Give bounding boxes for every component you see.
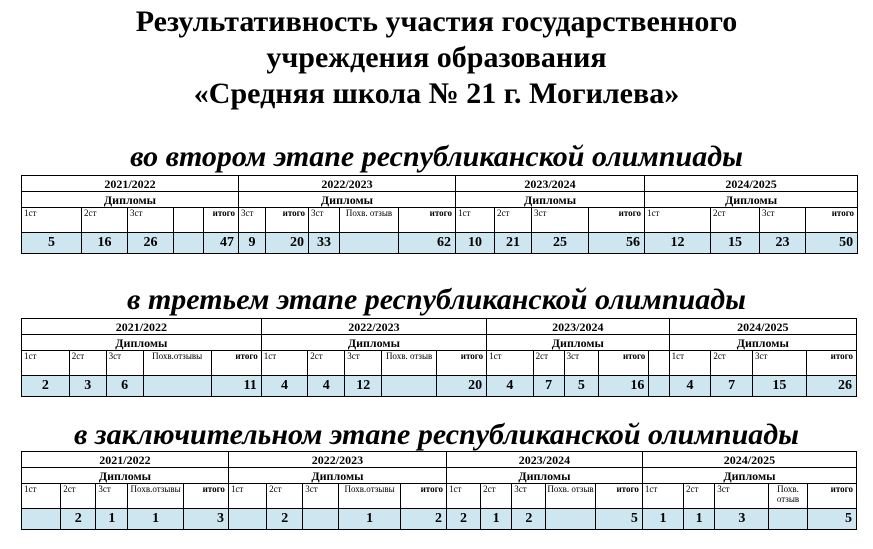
degree-column-header: 2ст bbox=[495, 208, 532, 233]
degree-column-header: 1ст bbox=[228, 484, 266, 509]
value-cell: 7 bbox=[533, 376, 564, 397]
degree-column-header: 2ст bbox=[82, 208, 128, 233]
value-cell: 26 bbox=[128, 233, 174, 254]
value-cell: 1 bbox=[481, 509, 512, 530]
degree-column-header: 3ст bbox=[106, 351, 143, 376]
values-row bbox=[22, 233, 858, 254]
year-header: 2023/2024 bbox=[487, 319, 669, 335]
diplomas-header: Дипломы bbox=[22, 468, 229, 484]
degree-column-header: 2ст bbox=[267, 484, 303, 509]
value-cell: 1 bbox=[339, 509, 400, 530]
total-value-cell: 5 bbox=[595, 509, 642, 530]
year-header: 2023/2024 bbox=[456, 176, 645, 192]
values-row bbox=[22, 376, 857, 397]
value-cell: 21 bbox=[495, 233, 532, 254]
total-column-header: итого bbox=[400, 484, 446, 509]
degree-column-header: 3ст bbox=[753, 351, 807, 376]
year-header: 2021/2022 bbox=[22, 176, 239, 192]
total-value-cell: 47 bbox=[204, 233, 239, 254]
value-cell: 1 bbox=[128, 509, 183, 530]
year-row bbox=[22, 319, 857, 335]
section-heading-stage-3: в третьем этапе республиканской олимпиады bbox=[127, 283, 746, 316]
degree-column-header: Похв. отзыв bbox=[769, 484, 807, 509]
value-cell bbox=[382, 376, 437, 397]
diplomas-header: Дипломы bbox=[228, 468, 446, 484]
degree-column-header: 2ст bbox=[711, 208, 760, 233]
degree-column-header: 1ст bbox=[487, 351, 534, 376]
title-line-2: учреждения образования bbox=[266, 41, 607, 74]
diplomas-header: Дипломы bbox=[487, 335, 669, 351]
total-column-header: итого bbox=[183, 484, 228, 509]
degree-column-header: Похв.отзывы bbox=[143, 351, 211, 376]
value-cell bbox=[143, 376, 211, 397]
value-cell: 12 bbox=[645, 233, 711, 254]
total-value-cell: 20 bbox=[437, 376, 487, 397]
total-value-cell: 11 bbox=[211, 376, 261, 397]
degree-column-header: 3ст bbox=[715, 484, 769, 509]
diplomas-header: Дипломы bbox=[456, 192, 645, 208]
year-row bbox=[22, 176, 858, 192]
total-value-cell: 62 bbox=[399, 233, 456, 254]
degree-column-header: 1ст bbox=[642, 484, 683, 509]
value-cell: 6 bbox=[106, 376, 143, 397]
value-cell bbox=[174, 233, 204, 254]
value-cell bbox=[769, 509, 807, 530]
values-row bbox=[22, 509, 857, 530]
value-cell: 7 bbox=[711, 376, 753, 397]
column-header-row bbox=[22, 351, 857, 376]
year-header: 2022/2023 bbox=[261, 319, 486, 335]
year-header: 2024/2025 bbox=[642, 452, 856, 468]
total-column-header: итого bbox=[266, 208, 309, 233]
value-cell: 2 bbox=[22, 376, 70, 397]
degree-column-header: 2ст bbox=[533, 351, 564, 376]
degree-column-header: 1ст bbox=[456, 208, 495, 233]
degree-column-header: 1ст bbox=[645, 208, 711, 233]
total-value-cell: 26 bbox=[806, 376, 856, 397]
degree-column-header: 1ст bbox=[446, 484, 480, 509]
diplomas-header: Дипломы bbox=[446, 468, 642, 484]
degree-column-header: Похв. отзыв bbox=[340, 208, 399, 233]
degree-column-header: Похв.отзывы bbox=[339, 484, 400, 509]
value-cell: 2 bbox=[267, 509, 303, 530]
results-table-stage-3 bbox=[21, 318, 857, 397]
degree-column-header: 1ст bbox=[22, 484, 61, 509]
diplomas-header: Дипломы bbox=[22, 192, 239, 208]
value-cell: 5 bbox=[22, 233, 82, 254]
olympiad-table bbox=[21, 175, 858, 254]
total-column-header: итого bbox=[806, 208, 858, 233]
value-cell: 4 bbox=[261, 376, 308, 397]
degree-column-header: 1ст bbox=[22, 351, 70, 376]
year-header: 2021/2022 bbox=[22, 452, 229, 468]
degree-column-header: Похв. отзыв bbox=[546, 484, 595, 509]
value-cell: 2 bbox=[61, 509, 96, 530]
value-cell: 10 bbox=[456, 233, 495, 254]
value-cell: 15 bbox=[753, 376, 807, 397]
diplomas-row bbox=[22, 192, 858, 208]
value-cell: 9 bbox=[239, 233, 266, 254]
degree-column-header: 3ст bbox=[512, 484, 546, 509]
diplomas-row bbox=[22, 468, 857, 484]
degree-column-header: 3ст bbox=[532, 208, 589, 233]
column-header-row bbox=[22, 484, 857, 509]
year-header: 2024/2025 bbox=[645, 176, 858, 192]
diplomas-header: Дипломы bbox=[239, 192, 456, 208]
degree-column-header: Похв. отзыв bbox=[382, 351, 437, 376]
degree-column-header: 2ст bbox=[711, 351, 753, 376]
section-heading-stage-2: во втором этапе республиканской олимпиады bbox=[130, 140, 743, 173]
diplomas-header: Дипломы bbox=[669, 335, 856, 351]
value-cell: 3 bbox=[69, 376, 106, 397]
title-line-3: «Средняя школа № 21 г. Могилева» bbox=[193, 77, 680, 110]
value-cell bbox=[303, 509, 339, 530]
value-cell bbox=[649, 376, 669, 397]
total-column-header: итого bbox=[599, 351, 649, 376]
value-cell bbox=[340, 233, 399, 254]
value-cell: 33 bbox=[309, 233, 340, 254]
degree-column-header: 2ст bbox=[308, 351, 345, 376]
total-value-cell: 3 bbox=[183, 509, 228, 530]
total-column-header: итого bbox=[595, 484, 642, 509]
total-value-cell: 2 bbox=[400, 509, 446, 530]
value-cell: 16 bbox=[82, 233, 128, 254]
olympiad-table bbox=[21, 318, 857, 397]
total-value-cell: 16 bbox=[599, 376, 649, 397]
degree-column-header: 3ст bbox=[345, 351, 382, 376]
degree-column-header: 1ст bbox=[22, 208, 82, 233]
degree-column-header: 3ст bbox=[96, 484, 128, 509]
value-cell: 1 bbox=[96, 509, 128, 530]
year-header: 2022/2023 bbox=[239, 176, 456, 192]
degree-column-header: Похв.отзывы bbox=[128, 484, 183, 509]
total-column-header: итого bbox=[437, 351, 487, 376]
column-header-row bbox=[22, 208, 858, 233]
value-cell bbox=[228, 509, 266, 530]
year-header: 2024/2025 bbox=[669, 319, 856, 335]
diplomas-header: Дипломы bbox=[645, 192, 858, 208]
diplomas-row bbox=[22, 335, 857, 351]
value-cell: 2 bbox=[446, 509, 480, 530]
olympiad-table bbox=[21, 451, 857, 530]
degree-column-header: 2ст bbox=[481, 484, 512, 509]
title-line-1: Результативность участия государственного bbox=[135, 5, 738, 38]
value-cell: 4 bbox=[669, 376, 711, 397]
value-cell: 23 bbox=[760, 233, 806, 254]
degree-column-header: 1ст bbox=[669, 351, 711, 376]
value-cell bbox=[546, 509, 595, 530]
value-cell: 12 bbox=[345, 376, 382, 397]
degree-column-header: 2ст bbox=[69, 351, 106, 376]
degree-column-header: 3ст bbox=[303, 484, 339, 509]
degree-column-header: 3ст bbox=[760, 208, 806, 233]
total-column-header: итого bbox=[589, 208, 645, 233]
year-row bbox=[22, 452, 857, 468]
total-value-cell: 50 bbox=[806, 233, 858, 254]
degree-column-header bbox=[174, 208, 204, 233]
total-column-header: итого bbox=[807, 484, 856, 509]
total-column-header: итого bbox=[399, 208, 456, 233]
results-table-stage-final bbox=[21, 451, 857, 530]
value-cell: 1 bbox=[642, 509, 683, 530]
diplomas-header: Дипломы bbox=[261, 335, 486, 351]
degree-column-header: 3ст bbox=[239, 208, 266, 233]
degree-column-header: 1ст bbox=[261, 351, 308, 376]
value-cell: 4 bbox=[487, 376, 534, 397]
degree-column-header: 3ст bbox=[564, 351, 599, 376]
total-column-header: итого bbox=[211, 351, 261, 376]
total-column-header: итого bbox=[806, 351, 856, 376]
value-cell: 5 bbox=[564, 376, 599, 397]
degree-column-header: 3ст bbox=[128, 208, 174, 233]
year-header: 2021/2022 bbox=[22, 319, 262, 335]
total-value-cell: 20 bbox=[266, 233, 309, 254]
page-title bbox=[0, 4, 873, 112]
value-cell: 3 bbox=[715, 509, 769, 530]
value-cell bbox=[22, 509, 61, 530]
value-cell: 2 bbox=[512, 509, 546, 530]
total-value-cell: 5 bbox=[807, 509, 856, 530]
diplomas-header: Дипломы bbox=[22, 335, 262, 351]
degree-column-header: 2ст bbox=[684, 484, 715, 509]
diplomas-header: Дипломы bbox=[642, 468, 856, 484]
value-cell: 25 bbox=[532, 233, 589, 254]
section-heading-stage-final: в заключительном этапе республиканской олимпиады bbox=[74, 418, 799, 451]
total-column-header: итого bbox=[204, 208, 239, 233]
year-header: 2023/2024 bbox=[446, 452, 642, 468]
value-cell: 4 bbox=[308, 376, 345, 397]
degree-column-header: 2ст bbox=[61, 484, 96, 509]
value-cell: 15 bbox=[711, 233, 760, 254]
total-value-cell: 56 bbox=[589, 233, 645, 254]
value-cell: 1 bbox=[684, 509, 715, 530]
degree-column-header bbox=[649, 351, 669, 376]
degree-column-header: 3ст bbox=[309, 208, 340, 233]
year-header: 2022/2023 bbox=[228, 452, 446, 468]
results-table-stage-2 bbox=[21, 175, 858, 254]
